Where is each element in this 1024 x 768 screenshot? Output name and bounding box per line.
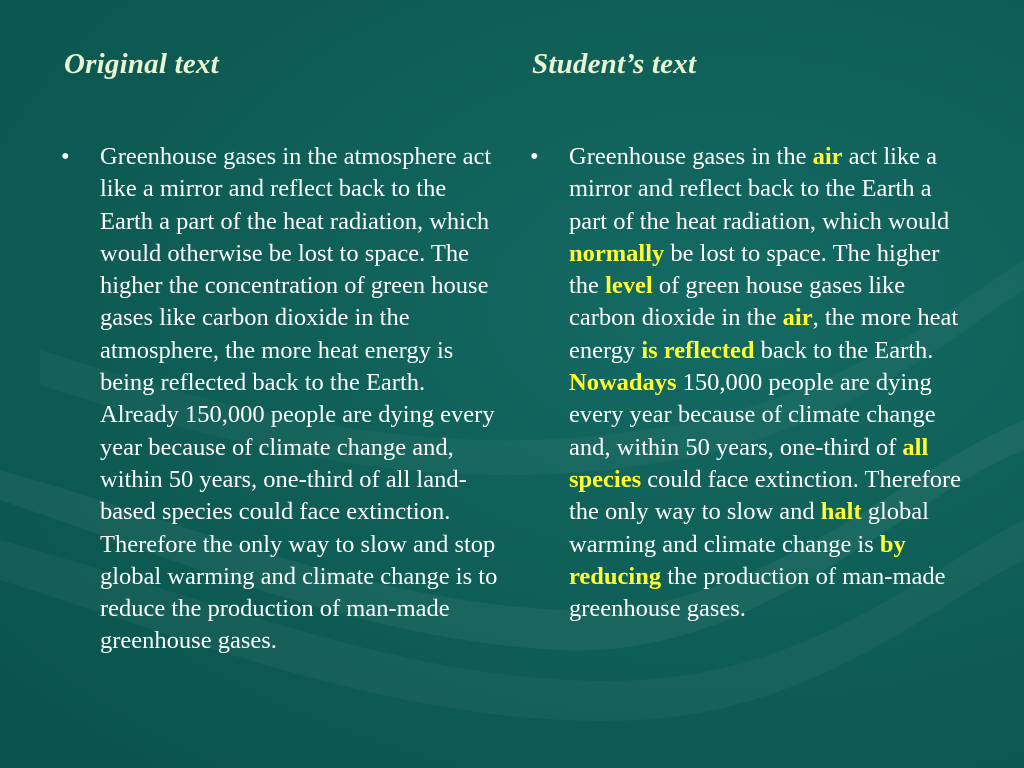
student-text-segment: of green house gases like carbon dioxide in the <box>569 272 906 332</box>
highlighted-change: level <box>605 272 653 300</box>
bullet-icon: • <box>530 143 539 170</box>
student-text-segment: , the more heat energy <box>569 304 959 364</box>
student-text-segment: could face extinction. Therefore the only way to slow and <box>569 465 962 526</box>
highlighted-change: all species <box>569 433 929 493</box>
highlighted-change: air <box>812 143 843 170</box>
student-text-paragraph <box>530 141 962 625</box>
student-text-column <box>530 141 962 625</box>
original-text-body: Greenhouse gases in the atmosphere act like a mirror and reflect back to the Earth a part of the heat radiation, which would otherwise be lost to space. The higher the concentration of green house gases like carbon dioxide in the atmosphere, the more heat energy is being reflected back to the Earth. Already 150,000 people are dying every year because of climate change and, within 50 years, one-third of all land-based species could face extinction. Therefore the only way to slow and stop global warming and climate change is to reduce the production of man-made greenhouse gases. <box>100 143 498 655</box>
highlighted-change: by reducing <box>569 530 906 590</box>
student-text-segment: global warming and climate change is <box>569 498 929 558</box>
highlighted-change: Nowadays <box>569 369 677 397</box>
student-text-segment: 150,000 people are dying every year because of climate change and, within 50 years, one-third of <box>569 369 936 461</box>
student-text-segment: be lost to space. The higher the <box>569 239 940 300</box>
bullet-icon: • <box>61 143 70 170</box>
original-text-heading: Original text <box>64 48 219 80</box>
student-text-heading: Student’s text <box>532 48 697 80</box>
highlighted-change: is reflected <box>641 336 755 364</box>
student-text-segment: the production of man-made greenhouse gases. <box>569 562 946 623</box>
student-text-segment: back to the Earth. <box>754 336 934 364</box>
original-text-paragraph <box>61 141 501 658</box>
student-text-segment: act like a mirror and reflect back to the Earth a part of the heat radiation, which would <box>569 143 950 235</box>
original-text-column <box>61 141 501 658</box>
highlighted-change: halt <box>820 498 862 526</box>
student-text-segment: Greenhouse gases in the <box>569 143 813 170</box>
highlighted-change: air <box>782 304 813 332</box>
highlighted-change: normally <box>569 239 665 267</box>
